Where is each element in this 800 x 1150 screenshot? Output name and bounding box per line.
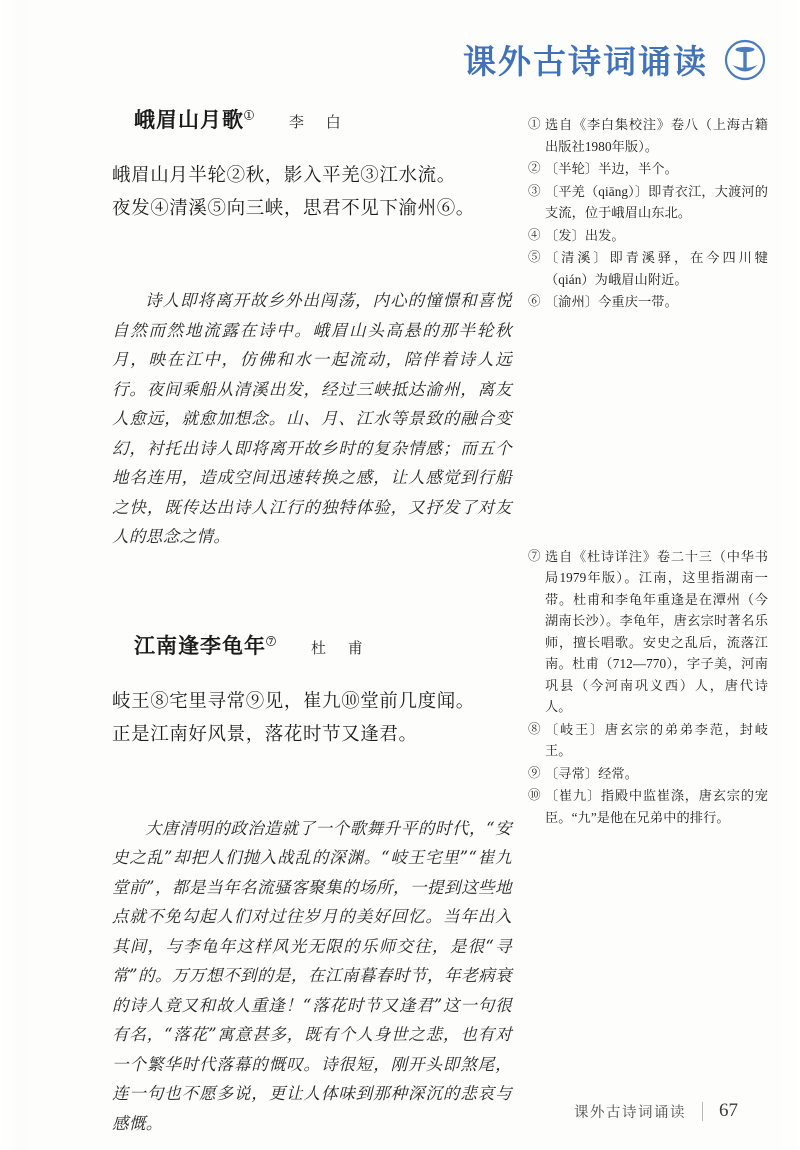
poem-section-1 xyxy=(112,104,512,226)
footer-divider xyxy=(702,1102,703,1121)
footnote-group-1 xyxy=(528,114,768,313)
footnote-text: 〔寻常〕经常。 xyxy=(545,765,639,781)
footnotes-column xyxy=(528,114,768,829)
footnote-number: ⑥ xyxy=(528,294,541,308)
spacer xyxy=(112,752,512,814)
page-footer xyxy=(574,1100,738,1122)
footnote-text: 〔渝州〕今重庆一带。 xyxy=(545,294,678,309)
spacer xyxy=(528,314,768,546)
footnote-item xyxy=(528,114,768,157)
page-number: 67 xyxy=(719,1100,738,1121)
poem-1-line-2: 夜发④清溪⑤向三峡，思君不见下渝州⑥。 xyxy=(112,199,475,219)
footnote-text: 选自《李白集校注》卷八（上海古籍出版社1980年版）。 xyxy=(545,117,768,154)
poem-2-line-1: 岐王⑧宅里寻常⑨见，崔九⑩堂前几度闻。 xyxy=(112,691,475,712)
spacer xyxy=(112,226,512,286)
footer-title: 课外古诗词诵读 xyxy=(574,1104,686,1121)
footnote-number: ① xyxy=(528,117,541,131)
footnote-number: ⑩ xyxy=(528,788,541,802)
poem-2-heading xyxy=(134,630,512,660)
poem-2-title-note-ref: ⑦ xyxy=(266,636,277,648)
footnote-item xyxy=(528,763,768,785)
poem-2-commentary: 大唐清明的政治造就了一个歌舞升平的时代，“安史之乱”却把人们抛入战乱的深渊。“岐王宅里”“崔九堂前”，都是当年名流骚客聚集的场所，一提到这些地点就不免勾起人们对过往岁月的美好回忆。当年出入其间，与李龟年这样风光无限的乐师交往，是很“寻常”的。万万想不到的是，在江南暮春时节，年老病衰的诗人竟又和故人重逢！“落花时节又逢君”这一句很有名，“落花”寓意甚多，既有个人身世之悲，也有对一个繁华时代落幕的慨叹。诗很短，刚开头即煞尾，连一句也不愿多说，更让人体味到那种深沉的悲哀与感慨。 xyxy=(112,818,512,1133)
anchor-emblem-icon xyxy=(722,37,768,83)
footnote-group-2 xyxy=(528,546,768,829)
footnote-number: ④ xyxy=(528,227,541,242)
poem-1-heading xyxy=(134,104,512,134)
poem-2-title: 江南逢李龟年⑦ xyxy=(134,633,277,658)
poem-2-body xyxy=(112,686,512,752)
footnote-text: 〔清溪〕即青溪驿，在今四川犍（qián）为峨眉山附近。 xyxy=(545,250,768,287)
footnote-item xyxy=(528,546,768,718)
footnote-text: 〔岐王〕唐玄宗的弟弟李范，封岐王。 xyxy=(545,721,768,758)
footnote-number: ② xyxy=(528,161,541,175)
footnote-number: ③ xyxy=(528,183,541,198)
poem-1-title: 峨眉山月歌① xyxy=(134,108,255,132)
footnote-item xyxy=(528,158,768,180)
header-title: 课外古诗词诵读 xyxy=(463,45,708,81)
page-header xyxy=(0,36,800,102)
footnote-number: ⑦ xyxy=(528,548,541,563)
footnote-item xyxy=(528,247,768,290)
main-content-column xyxy=(112,104,512,1138)
footnote-item xyxy=(528,785,768,828)
footnote-item xyxy=(528,291,768,313)
footnote-number: ⑨ xyxy=(528,765,541,780)
footnote-number: ⑧ xyxy=(528,721,541,736)
poem-2-line-2: 正是江南好风景，落花时节又逢君。 xyxy=(112,724,418,745)
poem-1-title-note-ref: ① xyxy=(244,111,255,122)
footnote-item xyxy=(528,181,768,224)
poem-1-line-1: 峨眉山月半轮②秋，影入平羌③江水流。 xyxy=(112,166,456,186)
header-content xyxy=(463,36,768,83)
poem-1-body xyxy=(112,160,512,226)
poem-section-2 xyxy=(112,630,512,752)
poem-2-author: 杜 甫 xyxy=(311,640,372,657)
poem-1-commentary: 诗人即将离开故乡外出闯荡，内心的憧憬和喜悦自然而然地流露在诗中。峨眉山头高悬的那半轮秋月，映在江中，仿佛和水一起流动，陪伴着诗人远行。夜间乘船从清溪出发，经过三峡抵达渝州，离友人愈远，就愈加想念。山、月、江水等景致的融合变幻，衬托出诗人即将离开故乡时的复杂情感；而五个地名连用，造成空间迅速转换之感，让人感觉到行船之快，既传达出诗人江行的独特体验，又抒发了对友人的思念之情。 xyxy=(112,291,512,546)
footnote-item xyxy=(528,225,768,247)
footnote-text: 〔崔九〕指殿中监崔涤，唐玄宗的宠臣。“九”是他在兄弟中的排行。 xyxy=(545,788,768,825)
spacer xyxy=(112,552,512,630)
poem-1-author: 李 白 xyxy=(289,115,350,131)
footnote-number: ⑤ xyxy=(528,250,541,264)
footnote-text: 〔半轮〕半边，半个。 xyxy=(545,161,678,176)
footnote-text: 〔发〕出发。 xyxy=(545,227,625,243)
footnote-text: 〔平羌（qiāng）〕即青衣江，大渡河的支流，位于峨眉山东北。 xyxy=(545,183,768,220)
footnote-text: 选自《杜诗详注》卷二十三（中华书局1979年版）。江南，这里指湖南一带。杜甫和李龟年重逢是在潭州（今湖南长沙）。李龟年，唐玄宗时著名乐师，擅长唱歌。安史之乱后，流落江南。杜甫（712—770），字子美，河南巩县（今河南巩义西）人，唐代诗人。 xyxy=(545,548,768,714)
footnote-item xyxy=(528,719,768,762)
